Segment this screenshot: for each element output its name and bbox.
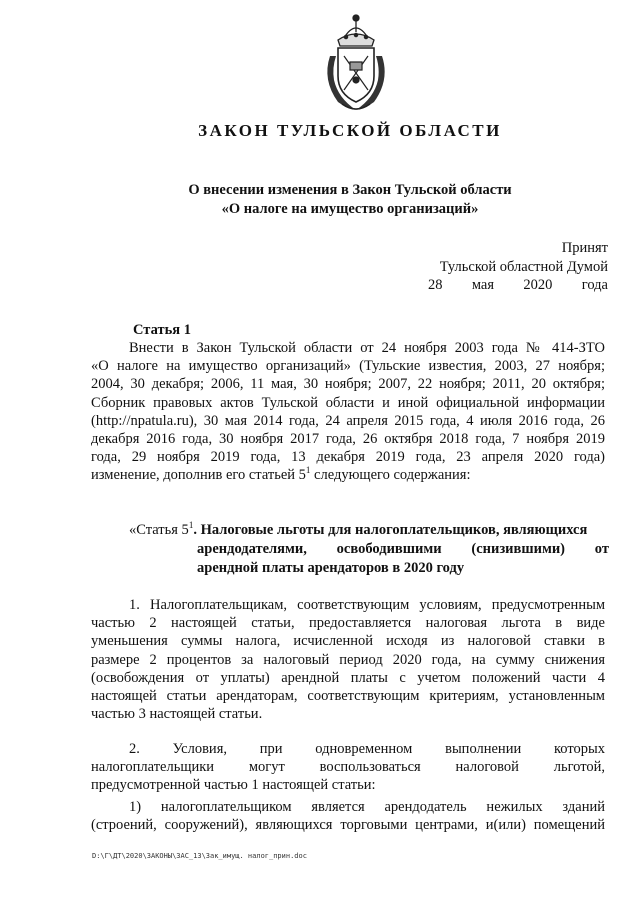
law-title: ЗАКОН ТУЛЬСКОЙ ОБЛАСТИ [198,121,502,140]
text-line: уменьшения суммы налога, исчисленной исходя из налоговой ставки в [91,633,605,650]
heading-word: освободившими [336,541,442,557]
superscript: 1 [305,465,311,476]
adopted-by: Тульской областной Думой [439,259,608,275]
clause-2-item-1-body [91,798,605,834]
text-line: (http://npatula.ru), 30 мая 2014 года, 24 апреля 2015 года, 4 июля 2016 года, 26 [91,412,605,429]
clause-1-body [91,596,605,723]
adoption-year: 2020 [523,277,553,293]
text-line: Внести в Закон Тульской области от 24 ноября 2003 года № 414-ЗТО [129,340,605,356]
file-path-footer: D:\Г\ДТ\2020\ЗАКОНЫ\ЗАС_13\Зак_имущ. налог_прин.doc [92,852,307,860]
text-fragment: . Налоговые льготы для налогоплательщиков, являющихся [193,522,588,538]
adopted-label: Принят [561,240,608,256]
text-line: настоящей статьи арендаторам, соответствующим критериям, установленным [91,687,605,704]
text-line: размере 2 процентов за налоговый период 2020 года, на сумму снижения [91,651,605,668]
text-line: частью 3 настоящей статьи. [91,706,263,723]
article-5-1-heading [129,521,609,578]
text-line: 2004, 30 декабря; 2006, 11 мая, 30 ноября; 2007, 22 ноября; 2011, 20 октября; [91,376,605,393]
heading-word: арендодателями, [197,541,307,557]
text-line: 2. Условия, при одновременном выполнении которых [129,741,605,757]
text-line: года, 29 ноября 2019 года, 13 декабря 2019 года, 23 апреля 2020 года) [91,449,605,466]
text-line: 1) налогоплательщиком является арендодатель нежилых зданий [129,799,605,815]
text-line: (освобождения от уплаты) арендной платы с учетом положений части 4 [91,669,605,686]
text-line: «О налоге на имущество организаций» (Тульские известия, 2003, 27 ноября; [91,358,605,375]
adoption-year-word: года [581,277,608,293]
text-line: (строений, сооружений), являющихся торговыми центрами, и(или) помещений [91,817,605,834]
text-line: частью 2 настоящей статьи, предоставляется налоговая льгота в виде [91,615,605,632]
adoption-date [428,277,608,294]
text-line: Сборник правовых актов Тульской области и иной официальной информации [91,394,605,411]
article-1-heading: Статья 1 [133,322,191,338]
text-line [91,466,605,484]
heading-word: от [594,541,609,557]
superscript: 1 [188,520,194,531]
text-line: декабря 2016 года, 30 ноября 2017 года, 26 октября 2018 года, 7 ноября 2019 [91,430,605,447]
text-fragment: изменение, дополнив его статьей 5 [91,467,306,484]
article-1-body [91,339,605,485]
text-line: налогоплательщики могут воспользоваться налоговой льготой, [91,759,605,776]
text-fragment: следующего содержания: [310,467,471,484]
adoption-day: 28 [428,277,443,293]
text-fragment: «Статья 5 [129,522,189,538]
heading-line: арендной платы арендаторов в 2020 году [197,560,465,576]
adoption-month: мая [471,277,495,293]
law-subtitle-line-2: «О налоге на имущество организаций» [221,201,479,217]
clause-2-body [91,740,605,795]
text-line: 1. Налогоплательщикам, соответствующим условиям, предусмотренным [129,597,605,613]
tula-region-coat-of-arms-icon [316,10,396,114]
heading-word: (снизившими) [471,541,566,557]
heading-line [129,540,609,559]
law-subtitle-line-1: О внесении изменения в Закон Тульской области [188,182,512,198]
text-line: предусмотренной частью 1 настоящей статьи: [91,777,376,794]
heading-line [129,521,609,540]
